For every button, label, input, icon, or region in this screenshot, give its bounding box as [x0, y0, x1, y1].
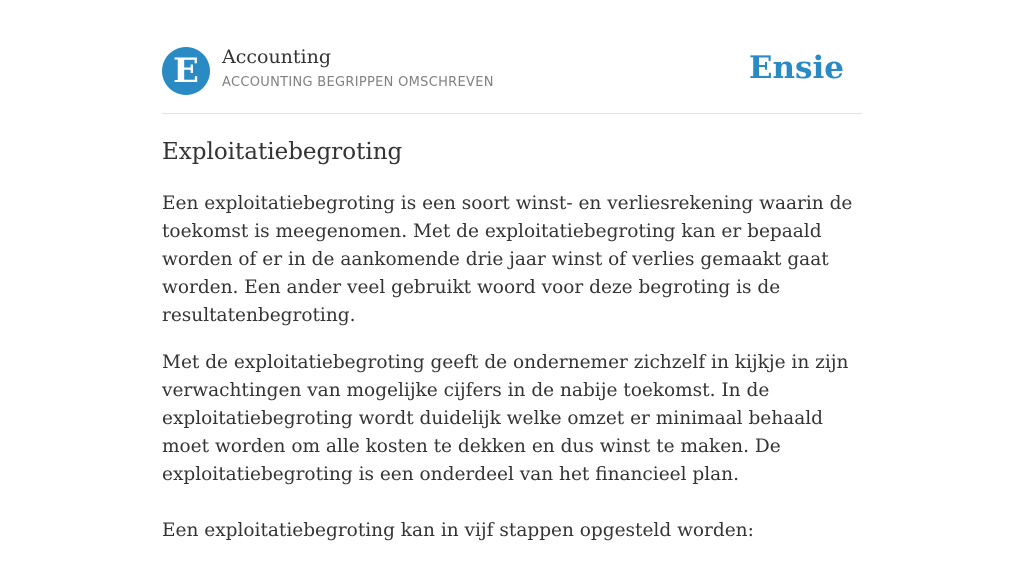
article-paragraph: Met de exploitatiebegroting geeft de ondernemer zichzelf in kijkje in zijn verwachtingen van mogelijke cijfers in de nabije toekomst. In de exploitatiebegroting wordt duidelijk welke omzet er minimaal behaald moet worden om alle kosten te dekken en dus winst te maken. De exploitatiebegroting is een onderdeel van het financieel plan. — [162, 352, 849, 485]
site-header — [162, 0, 862, 114]
article-paragraph: Een exploitatiebegroting kan in vijf stappen opgesteld worden: — [162, 520, 754, 541]
site-subtitle: ACCOUNTING BEGRIPPEN OMSCHREVEN — [222, 75, 494, 90]
content-container — [162, 0, 862, 541]
ensie-logo-icon[interactable]: E — [162, 47, 210, 95]
article-body — [162, 190, 862, 564]
article-paragraph: Een exploitatiebegroting is een soort winst- en verliesrekening waarin de toekomst is meegenomen. Met de exploitatiebegroting kan er bepaald worden of er in de aankomende drie jaar winst of verlies gemaakt gaat worden. Een ander veel gebruikt woord voor deze begroting is de resultatenbegroting. — [162, 193, 853, 326]
site-title[interactable]: Accounting — [222, 46, 332, 68]
ensie-brand-link[interactable]: Ensie — [748, 50, 844, 86]
article-title: Exploitatiebegroting — [162, 139, 403, 165]
